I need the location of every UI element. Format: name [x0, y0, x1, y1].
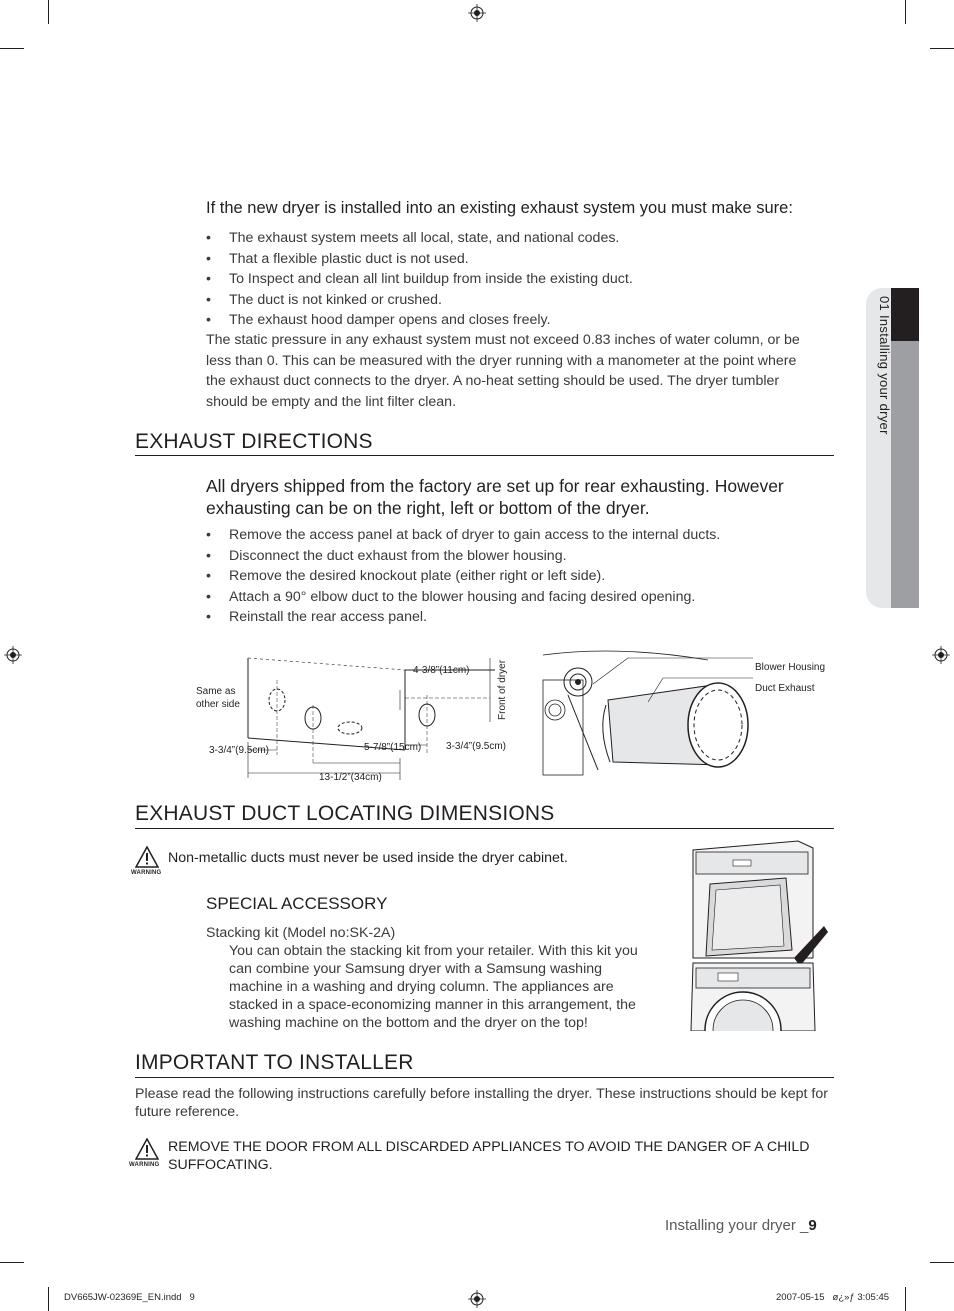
- list-item: • Remove the access panel at back of dryer to gain access to the internal ducts.: [206, 525, 826, 546]
- registration-mark-icon: [468, 4, 486, 22]
- special-accessory-title: SPECIAL ACCESSORY: [206, 894, 388, 913]
- section-rule: [135, 828, 834, 829]
- registration-mark-icon: [4, 646, 22, 664]
- list-item: • The exhaust hood damper opens and closes freely.: [206, 310, 826, 331]
- exhaust-directions-lead: All dryers shipped from the factory are set up for rear exhausting. However exhausting can be on the right, left or bottom of the dryer.: [206, 476, 784, 518]
- side-tab-gray-block: [891, 341, 919, 608]
- slug-timestamp: 2007-05-15 ø¿»ƒ 3:05:45: [776, 1292, 890, 1303]
- dimension-label-top: 4-3/8”(11cm): [413, 665, 470, 676]
- list-item: • Reinstall the rear access panel.: [206, 607, 826, 628]
- crop-mark: [0, 1262, 24, 1263]
- same-as-label: [196, 685, 240, 711]
- list-item: • The exhaust system meets all local, state, and national codes.: [206, 228, 826, 249]
- warning-label: WARNING: [131, 870, 162, 876]
- footer-section: Installing your dryer _: [665, 1217, 809, 1234]
- slug-file-info: DV665JW-02369E_EN.indd 9: [64, 1292, 195, 1303]
- duct-dimension-diagram: [190, 650, 520, 785]
- list-item: • Disconnect the duct exhaust from the blower housing.: [206, 546, 826, 567]
- front-of-dryer-label: Front of dryer: [497, 659, 508, 720]
- crop-mark: [905, 0, 906, 24]
- warning-label: WARNING: [129, 1162, 160, 1168]
- same-as-line-1: Same as: [196, 686, 236, 697]
- section-rule: [135, 1077, 834, 1078]
- dimension-label-bottom: 13-1/2”(34cm): [319, 772, 382, 783]
- list-item: • Remove the desired knockout plate (either right or left side).: [206, 566, 826, 587]
- list-item: • To Inspect and clean all lint buildup from inside the existing duct.: [206, 269, 826, 290]
- side-tab-dark-block: [891, 288, 919, 341]
- accessory-body: You can obtain the stacking kit from your retailer. With this kit you can combine your Samsung dryer with a Samsung washing machine in a washing and drying column. The appliances are stacked in a space-economizing manner in this arrangement, the washing machine on the bottom and the dryer on the top!: [229, 943, 638, 1031]
- page-footer: [665, 1217, 817, 1234]
- crop-mark: [930, 1262, 954, 1263]
- duct-exhaust-label: Duct Exhaust: [755, 683, 815, 694]
- warning-text-ducts: Non-metallic ducts must never be used inside the dryer cabinet.: [168, 850, 568, 866]
- exhaust-directions-bullet-list: [206, 525, 826, 628]
- dimension-label-right: 3-3/4”(9.5cm): [446, 741, 507, 752]
- stacked-washer-dryer-illustration: [688, 838, 828, 1031]
- static-pressure-paragraph: The static pressure in any exhaust system must not exceed 0.83 inches of water column, or be less than 0. This can be measured with the dryer running with a manometer at the point where the exhaust duct connects to the dryer. A no-heat setting should be used. The dryer tumbler should be empty and the lint filter clean.: [206, 332, 800, 410]
- registration-mark-icon: [468, 1290, 486, 1308]
- warning-icon: [135, 1138, 159, 1160]
- intro-heading: If the new dryer is installed into an existing exhaust system you must make sure:: [206, 199, 793, 217]
- registration-mark-icon: [932, 646, 950, 664]
- section-title-important-to-installer: IMPORTANT TO INSTALLER: [135, 1051, 414, 1074]
- chapter-label: 01 Installing your dryer: [877, 296, 892, 435]
- list-item: • That a flexible plastic duct is not used.: [206, 249, 826, 270]
- list-item: • The duct is not kinked or crushed.: [206, 290, 826, 311]
- section-title-exhaust-directions: EXHAUST DIRECTIONS: [135, 430, 373, 453]
- page-number: 9: [808, 1217, 817, 1234]
- crop-mark: [930, 48, 954, 49]
- section-rule: [135, 455, 834, 456]
- intro-bullet-list: [206, 228, 826, 331]
- crop-mark: [48, 0, 49, 24]
- crop-mark: [48, 1287, 49, 1311]
- warning-icon: [135, 846, 159, 868]
- list-item: • Attach a 90° elbow duct to the blower housing and facing desired opening.: [206, 587, 826, 608]
- same-as-line-2: other side: [196, 699, 240, 710]
- dimension-label-mid: 5-7/8”(15cm): [364, 742, 422, 753]
- dimension-label-left: 3-3/4”(9.5cm): [209, 745, 270, 756]
- section-title-locating-dimensions: EXHAUST DUCT LOCATING DIMENSIONS: [135, 802, 555, 825]
- blower-housing-label: Blower Housing: [755, 662, 826, 673]
- crop-mark: [905, 1287, 906, 1311]
- installer-body: Please read the following instructions carefully before installing the dryer. These instructions should be kept for future reference.: [135, 1086, 828, 1120]
- warning-text-door: REMOVE THE DOOR FROM ALL DISCARDED APPLIANCES TO AVOID THE DANGER OF A CHILD SUFFOCATING.: [168, 1139, 810, 1173]
- accessory-model: Stacking kit (Model no:SK-2A): [206, 925, 396, 941]
- crop-mark: [0, 48, 24, 49]
